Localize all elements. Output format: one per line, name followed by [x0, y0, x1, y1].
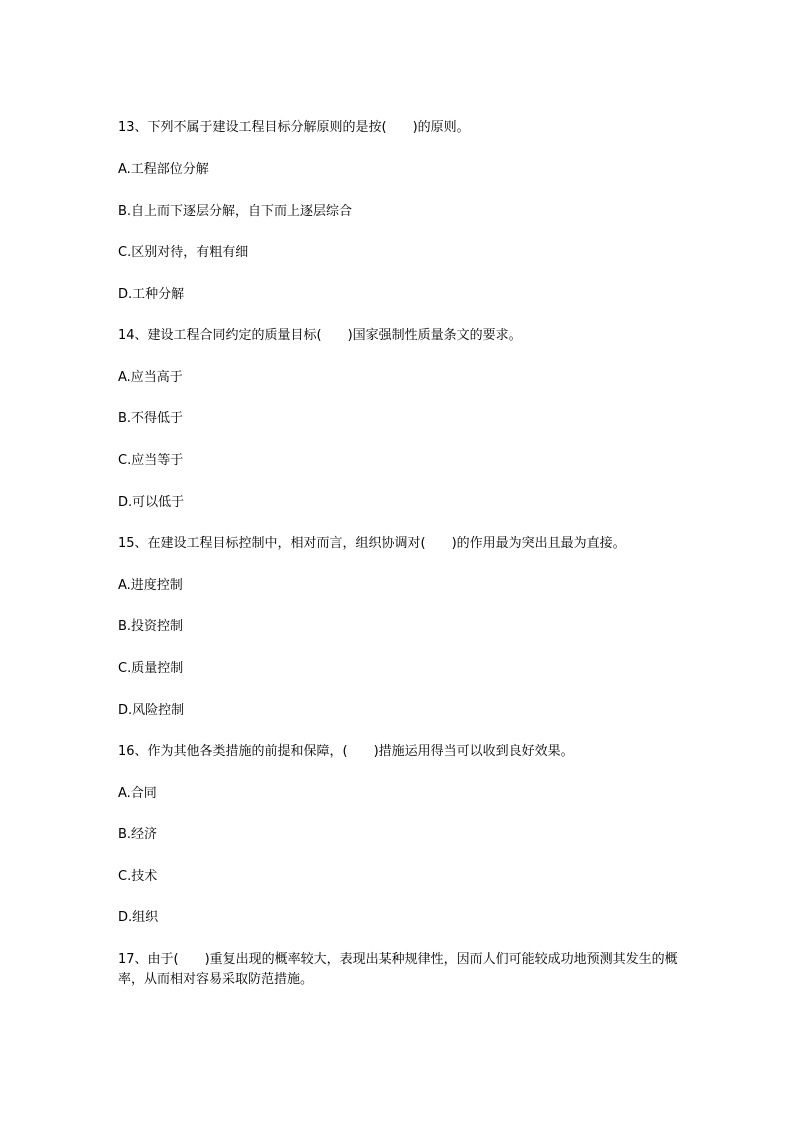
question-14-option-c: C.应当等于 [118, 453, 184, 468]
question-14-option-a: A.应当高于 [118, 370, 183, 385]
question-15-option-d: D.风险控制 [118, 703, 185, 718]
question-14-option-b: B.不得低于 [118, 411, 184, 426]
question-13-option-a: A.工程部位分解 [118, 162, 209, 177]
question-16-option-c: C.技术 [118, 869, 158, 884]
question-16-option-b: B.经济 [118, 827, 158, 842]
question-13-stem: 13、下列不属于建设工程目标分解原则的是按( )的原则。 [118, 120, 470, 135]
question-14-stem: 14、建设工程合同约定的质量目标( )国家强制性质量条文的要求。 [118, 328, 522, 343]
question-15-option-c: C.质量控制 [118, 661, 184, 676]
question-14-option-d: D.可以低于 [118, 495, 185, 510]
question-17-stem: 17、由于( )重复出现的概率较大，表现出某种规律性，因而人们可能较成功地预测其发生的概率，从而相对容易采取防范措施。 [118, 952, 678, 987]
question-16-option-a: A.合同 [118, 786, 157, 801]
question-13-option-c: C.区别对待，有粗有细 [118, 245, 249, 260]
question-16-option-d: D.组织 [118, 910, 159, 925]
question-16-stem: 16、作为其他各类措施的前提和保障，( )措施运用得当可以收到良好效果。 [118, 744, 574, 759]
question-15-stem: 15、在建设工程目标控制中，相对而言，组织协调对( )的作用最为突出且最为直接。 [118, 536, 626, 551]
question-13-option-b: B.自上而下逐层分解，自下而上逐层综合 [118, 204, 353, 219]
question-15-option-b: B.投资控制 [118, 619, 184, 634]
question-15-option-a: A.进度控制 [118, 578, 183, 593]
question-13-option-d: D.工种分解 [118, 287, 185, 302]
